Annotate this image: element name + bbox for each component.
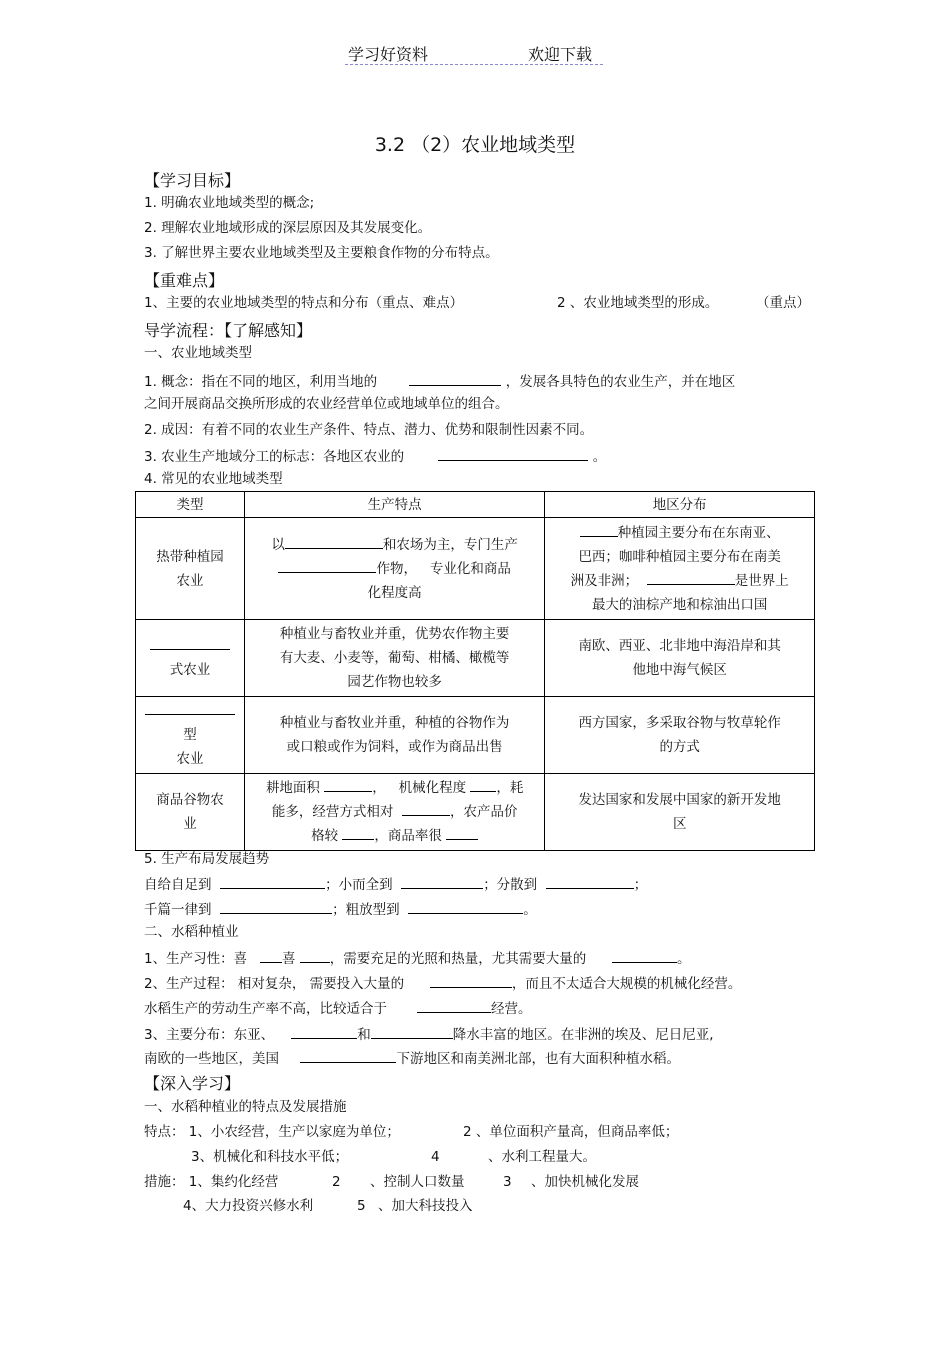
feature-text: ， xyxy=(372,780,386,796)
feature-cell xyxy=(244,697,544,774)
feature-line-2: 3、机械化和科技水平低； xyxy=(191,1149,349,1165)
cause-line: 2. 成因：有着不同的农业生产条件、特点、潜力、优势和限制性因素不同。 xyxy=(144,422,594,438)
blank xyxy=(371,1024,453,1039)
header-right: 欢迎下载 xyxy=(528,45,593,64)
rice-text: 水稻生产的劳动生产率不高，比较适合于 xyxy=(144,1001,387,1017)
distribution-text: 发达国家和发展中国家的新开发地 xyxy=(578,792,781,808)
distribution-text: 他地中海气候区 xyxy=(632,662,727,678)
goal-item-1: 1. 明确农业地域类型的概念; xyxy=(144,195,315,211)
page-title: 3.2 （2）农业地域类型 xyxy=(374,134,576,156)
type-text: 式农业 xyxy=(169,662,211,678)
distribution-cell xyxy=(545,697,815,774)
rice-text: 2、生产过程： 相对复杂， 需要投入大量的 xyxy=(144,976,405,992)
goal-item-3: 3. 了解世界主要农业地域类型及主要粮食作物的分布特点。 xyxy=(144,245,499,261)
key-item-1: 1、主要的农业地域类型的特点和分布（重点、难点） xyxy=(144,295,464,311)
feature-text: ，农产品价 xyxy=(449,804,518,820)
rice-text: 喜 xyxy=(281,951,296,967)
trend-text: ；分散到 xyxy=(483,877,538,893)
header-left: 学习好资料 xyxy=(348,45,429,64)
rice-text: 和 xyxy=(357,1027,371,1043)
common-types-line: 4. 常见的农业地域类型 xyxy=(144,471,283,487)
feature-text: 和农场为主，专门生产 xyxy=(382,536,518,553)
table-row xyxy=(136,774,815,851)
type-cell xyxy=(136,518,245,620)
blank xyxy=(546,874,634,889)
feature-line-1b: 2 、单位面积产量高，但商品率低； xyxy=(463,1124,679,1140)
concept-line xyxy=(144,371,735,391)
key-item-2: 2 、农业地域类型的形成。 xyxy=(557,295,719,311)
header-distribution: 地区分布 xyxy=(545,492,815,518)
distribution-text: 南欧、西亚、北非地中海沿岸和其 xyxy=(578,638,781,654)
measure-num-3: 3 xyxy=(503,1174,512,1190)
blank xyxy=(150,635,230,650)
distribution-text: 区 xyxy=(672,816,687,832)
blank xyxy=(446,825,478,840)
rice-text: 3、主要分布：东亚、 xyxy=(144,1027,275,1043)
blank xyxy=(342,825,374,840)
type-cell xyxy=(136,620,245,697)
feature-text: ，耗 xyxy=(496,780,524,796)
section-1-title: 一、农业地域类型 xyxy=(144,345,252,361)
feature-line-1: 特点： 1、小农经营，生产以家庭为单位； xyxy=(144,1124,400,1140)
measure-line-2: 4、大力投资兴修水利 xyxy=(183,1198,314,1214)
trend-text: 千篇一律到 xyxy=(144,902,212,918)
agriculture-types-table xyxy=(135,491,815,851)
distribution-text: 洲及非洲； xyxy=(570,572,639,589)
measure-line-1: 措施： 1、集约化经营 xyxy=(144,1174,279,1190)
blank xyxy=(580,522,618,537)
blank xyxy=(300,1048,396,1063)
rice-text: 。 xyxy=(677,951,691,967)
concept-text-c: 之间开展商品交换所形成的农业经营单位或地域单位的组合。 xyxy=(144,396,509,412)
blank xyxy=(260,948,282,963)
rice-dist-line-2 xyxy=(144,1048,680,1068)
page-header xyxy=(345,42,603,65)
type-cell xyxy=(136,774,245,851)
measure-num-2: 2 xyxy=(332,1174,341,1190)
distribution-cell xyxy=(545,518,815,620)
blank xyxy=(438,446,588,461)
type-text: 热带种植园 xyxy=(156,548,224,565)
feature-line-2b: 、水利工程量大。 xyxy=(488,1149,596,1165)
feature-text: 作物， xyxy=(376,560,417,577)
type-cell xyxy=(136,697,245,774)
blank xyxy=(278,558,376,573)
goals-heading: 【学习目标】 xyxy=(144,171,241,190)
rice-dist-line-1 xyxy=(144,1024,714,1044)
feature-text: 耕地面积 xyxy=(265,780,320,796)
trend-text: ；粗放型到 xyxy=(332,902,400,918)
concept-text-b: ，发展各具特色的农业生产，并在地区 xyxy=(505,374,736,390)
feature-text: 或口粮或作为饲料，或作为商品出售 xyxy=(286,739,503,755)
feature-text: 有大麦、小麦等，葡萄、柑橘、橄榄等 xyxy=(279,650,510,666)
rice-text: 经营。 xyxy=(491,1001,532,1017)
distribution-text: 是世界上 xyxy=(734,572,789,589)
deep-heading: 【深入学习】 xyxy=(144,1074,241,1093)
trend-heading: 5. 生产布局发展趋势 xyxy=(144,851,270,867)
trend-text: ；小而全到 xyxy=(325,877,393,893)
feature-text: 以 xyxy=(271,536,285,553)
feature-cell xyxy=(244,774,544,851)
blank xyxy=(409,371,501,386)
rice-text: 1、生产习性：喜 xyxy=(144,951,248,967)
rice-habit-line xyxy=(144,948,691,968)
type-text: 型 xyxy=(183,727,197,743)
blank xyxy=(612,948,677,963)
type-text: 业 xyxy=(183,816,197,832)
blank xyxy=(324,777,372,792)
type-text: 农业 xyxy=(176,572,204,589)
blank xyxy=(402,801,450,816)
trend-line-1 xyxy=(144,874,647,894)
rice-process-line-2 xyxy=(144,998,532,1018)
distribution-text: 西方国家，多采取谷物与牧草轮作 xyxy=(578,715,781,731)
feature-text: 格较 xyxy=(311,828,339,844)
distribution-text: 的方式 xyxy=(659,739,700,755)
feature-text: 园艺作物也较多 xyxy=(347,674,442,690)
distribution-text: 种植园主要分布在东南亚、 xyxy=(617,524,780,541)
mark-text-a: 3. 农业生产地域分工的标志：各地区农业的 xyxy=(144,449,405,465)
concept-text-a: 1. 概念：指在不同的地区，利用当地的 xyxy=(144,374,378,390)
blank xyxy=(647,570,735,585)
flow-heading: 导学流程：【了解感知】 xyxy=(144,321,313,340)
feature-text: 能多，经营方式相对 xyxy=(271,804,394,820)
rice-text: ，而且不太适合大规模的机械化经营。 xyxy=(511,976,742,992)
blank xyxy=(291,1024,357,1039)
trend-text: ； xyxy=(633,877,648,893)
measure-num-5: 5 xyxy=(357,1198,366,1214)
trend-text: 。 xyxy=(523,902,537,918)
feature-text: 化程度高 xyxy=(367,584,422,601)
header-feature: 生产特点 xyxy=(244,492,544,518)
blank xyxy=(220,874,325,889)
table-header-row xyxy=(136,492,815,518)
rice-process-line-1 xyxy=(144,973,741,993)
blank xyxy=(470,777,496,792)
blank xyxy=(417,998,491,1013)
type-text: 商品谷物农 xyxy=(156,792,224,808)
deep-section-title: 一、水稻种植业的特点及发展措施 xyxy=(144,1099,347,1115)
distribution-text: 最大的油棕产地和棕油出口国 xyxy=(591,596,768,613)
measure-text-5: 、加大科技投入 xyxy=(378,1198,473,1214)
feature-num-4: 4 xyxy=(431,1149,440,1165)
feature-cell xyxy=(244,620,544,697)
mark-text-b: 。 xyxy=(592,449,607,465)
measure-text-2: 、控制人口数量 xyxy=(370,1174,465,1190)
blank xyxy=(300,948,330,963)
mark-line xyxy=(144,446,606,466)
blank xyxy=(430,973,512,988)
goal-item-2: 2. 理解农业地域形成的深层原因及其发展变化。 xyxy=(144,220,432,236)
header-type: 类型 xyxy=(136,492,245,518)
section-2-title: 二、水稻种植业 xyxy=(144,924,239,940)
feature-text: 机械化程度 xyxy=(398,780,467,796)
blank xyxy=(401,874,483,889)
table-row xyxy=(136,518,815,620)
measure-text-3: 、加快机械化发展 xyxy=(531,1174,639,1190)
distribution-cell xyxy=(545,774,815,851)
feature-text: ，商品率很 xyxy=(374,828,442,844)
key-heading: 【重难点】 xyxy=(144,271,225,290)
feature-text: 种植业与畜牧业并重，种植的谷物作为 xyxy=(279,715,510,731)
rice-text: 下游地区和南美洲北部，也有大面积种植水稻。 xyxy=(396,1051,680,1067)
distribution-cell xyxy=(545,620,815,697)
blank xyxy=(408,899,523,914)
type-text: 农业 xyxy=(176,751,204,767)
distribution-text: 巴西；咖啡种植园主要分布在南美 xyxy=(578,548,781,565)
feature-cell xyxy=(244,518,544,620)
feature-text: 专业化和商品 xyxy=(429,560,511,577)
trend-line-2 xyxy=(144,899,537,919)
trend-text: 自给自足到 xyxy=(144,877,212,893)
blank xyxy=(285,534,383,549)
rice-text: 南欧的一些地区，美国 xyxy=(144,1051,279,1067)
blank xyxy=(220,899,332,914)
table-row xyxy=(136,620,815,697)
table-row xyxy=(136,697,815,774)
feature-text: 种植业与畜牧业并重，优势农作物主要 xyxy=(279,626,510,642)
rice-text: 降水丰富的地区。在非洲的埃及、尼日尼亚, xyxy=(452,1027,714,1043)
blank xyxy=(145,700,235,715)
key-item-2-tag: （重点） xyxy=(756,295,810,311)
rice-text: ，需要充足的光照和热量，尤其需要大量的 xyxy=(329,951,587,967)
